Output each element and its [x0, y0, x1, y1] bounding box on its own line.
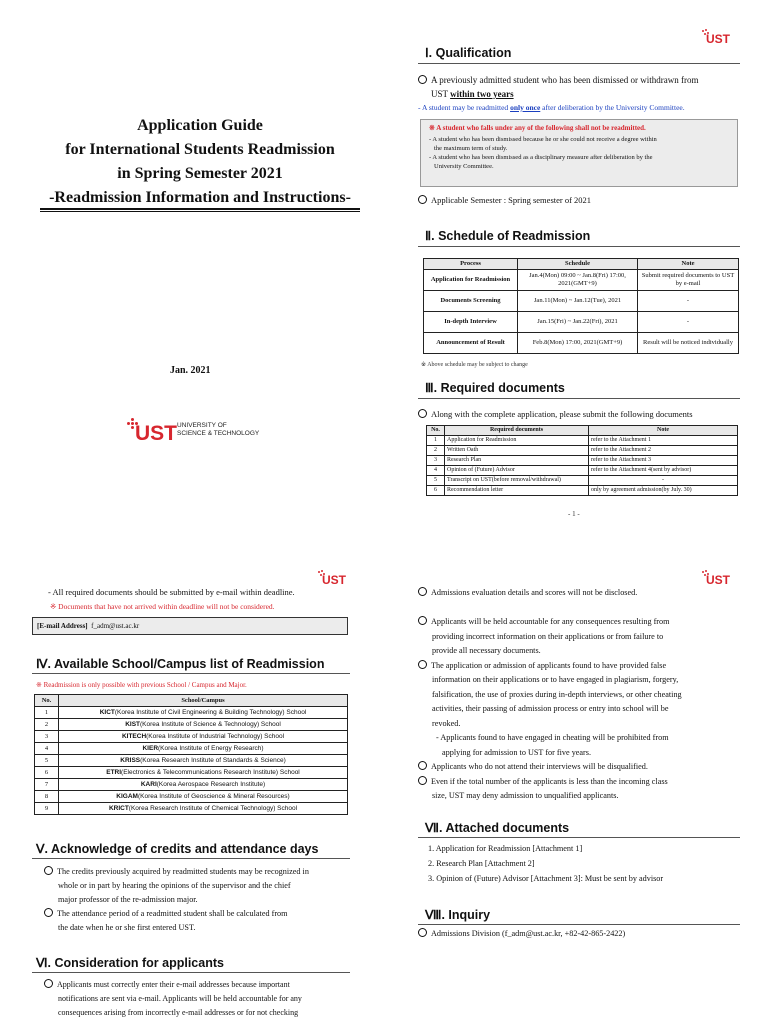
section-rule	[32, 673, 350, 674]
table-row: 4 Opinion of (Future) Advisor refer to the Attachment 4(sent by advisor)	[427, 466, 738, 476]
consideration-item-1: Applicants must correctly enter their e-mail addresses because important notifications are sent via e-mail. Applicants will be held accountable for any consequences arising from incorrectly e-mail addresses or for not checking	[44, 978, 354, 1020]
circle-bullet-icon	[44, 979, 53, 988]
email-link[interactable]: f_adm@ust.ac.kr	[91, 622, 140, 630]
section-consideration-title: Ⅵ. Consideration for applicants	[36, 956, 224, 970]
table-row: Documents Screening Jan.11(Mon) ~ Jan.12(Tue), 2021 -	[424, 291, 739, 312]
cover-rule-thin	[40, 211, 360, 212]
table-row: 6 ETRI(Electronics & Telecommunications Research Institute) School	[35, 767, 348, 779]
section-rule	[32, 972, 350, 973]
qualification-item-cont: UST within two years	[431, 89, 514, 99]
corner-ust-logo: UST	[706, 32, 730, 46]
cover-title-line3: in Spring Semester 2021	[117, 165, 283, 182]
circle-bullet-icon	[418, 928, 427, 937]
campus-table	[34, 694, 348, 815]
table-row: 2 KIST(Korea Institute of Science & Technology) School	[35, 719, 348, 731]
section-rule	[418, 837, 740, 838]
qualification-note: - A student may be readmitted only once after deliberation by the University Committee.	[418, 103, 685, 112]
credits-item-2: The attendance period of a readmitted student shall be calculated from the date when he or she first entered UST.	[44, 907, 354, 935]
circle-bullet-icon	[418, 587, 427, 596]
documents-table	[426, 425, 738, 496]
table-row: 2 Written Oath refer to the Attachment 2	[427, 446, 738, 456]
ust-logo	[125, 416, 259, 444]
section-attached-title: Ⅶ. Attached documents	[425, 821, 570, 835]
attached-list	[428, 841, 663, 886]
attached-item-1: 1. Application for Readmission [Attachment 1]	[428, 844, 583, 853]
section-credits-title: Ⅴ. Acknowledge of credits and attendance days	[36, 842, 319, 856]
cover-rule	[40, 208, 360, 210]
section-qualification-title: Ⅰ. Qualification	[425, 46, 512, 60]
table-row: Announcement of Result Feb.8(Mon) 17:00, 2021(GMT+9) Result will be noticed individually	[424, 333, 739, 354]
accountable-note: Applicants will be held accountable for any consequences resulting from providing incorrect information on their applications or from failure to provide all necessary documents. The application or admission of applicants found to have provided false information on their applications or to have engaged in plagiarism, forgery, falsification, the use of proxies during in-depth interviews, or other cheating activities, their passing of admission process or entry into school will be revoked. - Applicants found to have engaged in cheating will be prohibited from applying for admission to UST for five years. Applicants who do not attend their interviews will be disqualified. Even if the total number of the applicants is less than the incoming class size, UST may deny admission to unqualified applicants.	[418, 615, 740, 804]
section-documents-title: Ⅲ. Required documents	[425, 381, 565, 395]
cover-title-line2: for International Students Readmission	[65, 141, 335, 158]
schedule-table	[423, 258, 739, 354]
table-row: 6 Recommendation letter only by agreement admission(by July. 30)	[427, 486, 738, 496]
table-row: 5 KRISS(Korea Research Institute of Standards & Science)	[35, 755, 348, 767]
circle-bullet-icon	[418, 761, 427, 770]
table-row: Application for Readmission Jan.4(Mon) 09:00 ~ Jan.8(Fri) 17:00, 2021(GMT+9) Submit required documents to UST by e-mail	[424, 270, 739, 291]
circle-bullet-icon	[44, 866, 53, 875]
cover-date: Jan. 2021	[170, 365, 211, 376]
circle-bullet-icon	[418, 195, 427, 204]
inquiry-contact: Admissions Division (f_adm@ust.ac.kr, +82-42-865-2422)	[418, 927, 625, 941]
table-row: 1 KICT(Korea Institute of Civil Engineering & Building Technology) School	[35, 707, 348, 719]
not-readmitted-box: ※ A student who falls under any of the following shall not be readmitted. - A student who has been dismissed because he or she could not receive a degree within the maximum term of study. - A student who has been dismissed as a disciplinary measure after deliberation by the University Committee.	[420, 119, 738, 187]
logo-ust-text: UST	[135, 422, 177, 445]
circle-bullet-icon	[418, 616, 427, 625]
not-arrived-note: ※ Documents that have not arrived within deadline will not be considered.	[50, 602, 275, 611]
logo-university-text: UNIVERSITY OF SCIENCE & TECHNOLOGY	[177, 422, 260, 437]
section-schedule-title: Ⅱ. Schedule of Readmission	[425, 229, 591, 243]
attached-item-3: 3. Opinion of (Future) Advisor [Attachment 3]: Must be sent by advisor	[428, 874, 664, 883]
section-rule	[418, 924, 740, 925]
table-row: 7 KARI(Korea Aerospace Research Institute)	[35, 779, 348, 791]
campus-note: ※ Readmission is only possible with previous School / Campus and Major.	[36, 681, 247, 689]
section-inquiry-title: Ⅷ. Inquiry	[425, 908, 491, 922]
table-row: 8 KIGAM(Korea Institute of Geoscience & Mineral Resources)	[35, 791, 348, 803]
table-row: 3 KITECH(Korea Institute of Industrial Technology) School	[35, 731, 348, 743]
attached-item-2: 2. Research Plan [Attachment 2]	[428, 859, 535, 868]
credits-item-1: The credits previously acquired by readmitted students may be recognized in whole or in part by hearing the opinions of the supervisor and the chief major professor of the re-admission major.	[44, 865, 354, 907]
table-header-row: No. School/Campus	[35, 695, 348, 707]
section-rule	[418, 246, 740, 247]
circle-bullet-icon	[418, 409, 427, 418]
ust-logo-mark	[125, 416, 177, 445]
all-docs-note: - All required documents should be submitted by e-mail within deadline.	[48, 587, 295, 597]
schedule-footnote: ※ Above schedule may be subject to change	[421, 362, 528, 368]
table-header-row: Process Schedule Note	[424, 259, 739, 270]
circle-bullet-icon	[418, 660, 427, 669]
table-row: 5 Transcript on UST(before removal/withdrawal) -	[427, 476, 738, 486]
corner-ust-logo: UST	[706, 573, 730, 587]
applicable-semester: Applicable Semester : Spring semester of 2021	[418, 193, 591, 207]
corner-ust-logo: UST	[322, 573, 346, 587]
section-rule	[418, 398, 740, 399]
section-rule	[418, 63, 740, 64]
evaluation-note: Admissions evaluation details and scores will not be disclosed.	[418, 586, 637, 600]
documents-intro: Along with the complete application, please submit the following documents	[418, 407, 693, 421]
table-row: 1 Application for Readmission refer to the Attachment 1	[427, 436, 738, 446]
cover-title-line4: -Readmission Information and Instructions-	[49, 189, 351, 206]
table-header-row: No. Required documents Note	[427, 426, 738, 436]
table-row: 9 KRICT(Korea Research Institute of Chemical Technology) School	[35, 803, 348, 815]
circle-bullet-icon	[44, 908, 53, 917]
section-campus-title: Ⅳ. Available School/Campus list of Readmission	[36, 657, 325, 671]
qualification-item: A previously admitted student who has been dismissed or withdrawn from	[418, 73, 740, 87]
page-number: - 1 -	[568, 510, 580, 518]
section-rule	[32, 858, 350, 859]
table-row: 3 Research Plan refer to the Attachment 3	[427, 456, 738, 466]
table-row: In-depth Interview Jan.15(Fri) ~ Jan.22(Fri), 2021 -	[424, 312, 739, 333]
email-address-box: [E-mail Address] f_adm@ust.ac.kr	[32, 617, 348, 635]
circle-bullet-icon	[418, 776, 427, 785]
table-row: 4 KIER(Korea Institute of Energy Research)	[35, 743, 348, 755]
circle-bullet-icon	[418, 75, 427, 84]
cover-title-line1: Application Guide	[137, 117, 263, 134]
